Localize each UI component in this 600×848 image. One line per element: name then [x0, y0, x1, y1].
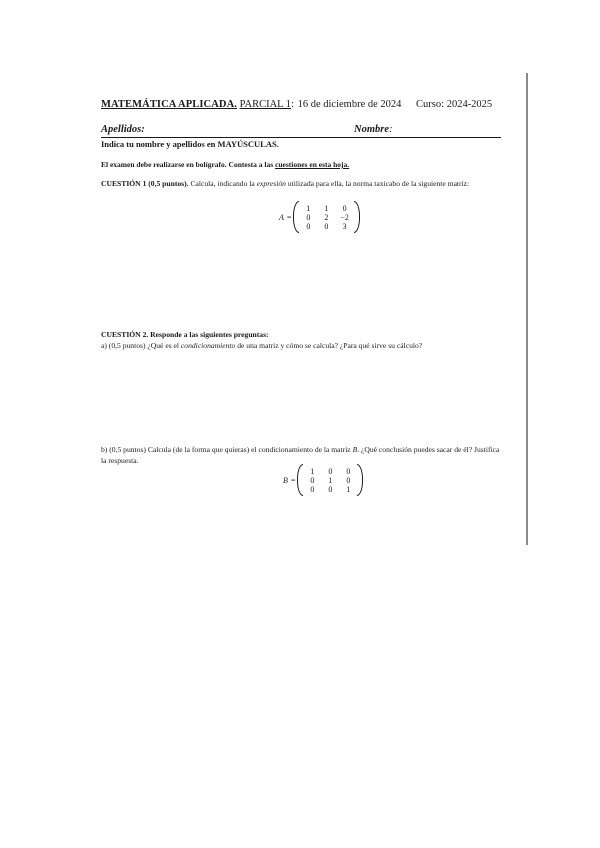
question-1-text-a: Calcula, indicando la [188, 179, 257, 188]
question-2-heading: CUESTIÓN 2. Responde a las siguientes preguntas: [101, 330, 269, 339]
question-1-heading: CUESTIÓN 1 (0,5 puntos). [101, 179, 189, 188]
right-paren-icon [354, 201, 360, 233]
matrix-cell: 0 [346, 475, 351, 485]
matrix-cell: −2 [340, 212, 349, 222]
matrix-cell: 0 [328, 466, 333, 476]
curso-value: 2024-2025 [446, 99, 493, 110]
matrix-cell: 1 [324, 203, 329, 213]
matrix-b-name: B [283, 475, 288, 485]
instruction-pen-text: El examen debe realizarse en bolígrafo. Contesta a las [101, 160, 276, 169]
question-2b-text-em: B [352, 445, 358, 454]
matrix-cell: 1 [306, 203, 311, 213]
matrix-cell: 1 [310, 466, 315, 476]
nombre-colon: : [389, 124, 393, 135]
instruction-pen-underlined: cuestiones en esta hoja. [275, 160, 350, 169]
matrix-a [279, 201, 360, 233]
matrix-cell: 1 [328, 475, 333, 485]
instruction-uppercase: Indica tu nombre y apellidos en MAYÚSCULAS. [101, 139, 279, 149]
question-2a-text-b: de una matriz y cómo se calcula? ¿Para qué sirve su cálculo? [235, 341, 423, 350]
exam-header [101, 99, 501, 110]
matrix-b-equals: = [290, 475, 296, 485]
exam-date: 16 de diciembre de 2024 [297, 99, 402, 110]
matrix-cell: 0 [324, 221, 329, 231]
matrix-cell: 0 [310, 475, 315, 485]
course-title: MATEMÁTICA APLICADA. [101, 99, 237, 110]
header-colon: : [291, 99, 294, 110]
instruction-pen [101, 160, 349, 169]
question-2a-text-a: ¿Qué es el [145, 341, 181, 350]
matrix-cell: 0 [306, 212, 311, 222]
matrix-a-equals: = [286, 212, 292, 222]
matrix-cell: 0 [342, 203, 347, 213]
question-2a-text-em: condicionamiento [180, 341, 236, 350]
matrix-cell: 2 [324, 212, 329, 222]
matrix-b [283, 464, 363, 496]
matrix-a-name: A [279, 212, 284, 222]
question-1-text-em: expresión [256, 179, 286, 188]
question-2a [101, 341, 422, 350]
question-2b-text-a: Calcula (de la forma que quieras) el condicionamiento de la matriz [145, 445, 353, 454]
nombre-text: Nombre [354, 124, 389, 135]
page-edge-divider [526, 73, 528, 545]
question-2b-text-b: . ¿Qué conclusión puedes sacar de él? Justifica la respuesta. [101, 445, 500, 465]
matrix-cell: 0 [346, 466, 351, 476]
question-2b [101, 444, 503, 466]
matrix-cell: 1 [346, 484, 351, 494]
matrix-b-entries [303, 467, 357, 494]
matrix-cell: 0 [328, 484, 333, 494]
apellidos-label: Apellidos: [101, 124, 145, 135]
exam-part: PARCIAL 1 [239, 99, 292, 110]
student-name-row [101, 124, 501, 138]
matrix-cell: 0 [306, 221, 311, 231]
matrix-cell: 0 [310, 484, 315, 494]
matrix-cell: 3 [342, 221, 347, 231]
question-2b-label: b) (0,5 puntos) [101, 445, 146, 454]
right-paren-icon [357, 464, 363, 496]
curso-label: Curso: [416, 99, 445, 110]
question-2a-label: a) (0,5 puntos) [101, 341, 146, 350]
question-1-text-b: utilizada para ella, la norma taxicabo de la siguiente matriz: [285, 179, 470, 188]
nombre-label [354, 124, 393, 135]
matrix-a-entries [299, 204, 354, 231]
question-1 [101, 179, 501, 189]
